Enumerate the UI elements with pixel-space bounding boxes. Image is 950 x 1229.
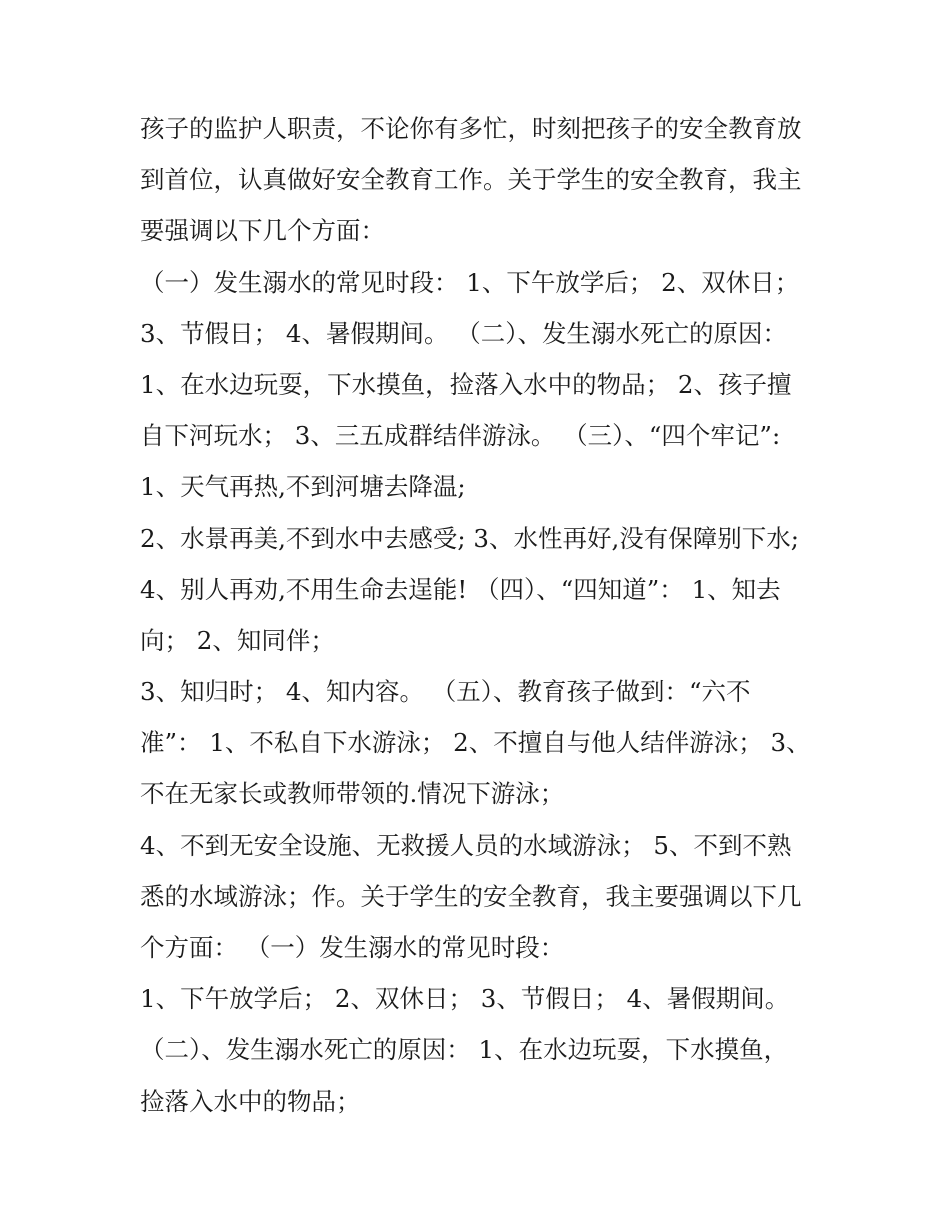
text-line: 4、别人再劝,不用生命去逞能! （四）、“四知道”： 1、知去 xyxy=(140,574,781,604)
text-line: 到首位，认真做好安全教育工作。关于学生的安全教育，我主 xyxy=(140,165,802,195)
text-line: （一）发生溺水的常见时段： 1、下午放学后； 2、双休日； xyxy=(140,267,800,297)
text-line: 3、知归时； 4、知内容。 （五）、教育孩子做到：“六不 xyxy=(140,677,751,707)
text-line: （二）、发生溺水死亡的原因： 1、在水边玩耍，下水摸鱼， xyxy=(140,1035,789,1065)
text-line: 3、节假日； 4、暑假期间。 （二）、发生溺水死亡的原因： xyxy=(140,318,787,348)
text-line: 准”： 1、不私自下水游泳； 2、不擅自与他人结伴游泳； 3、 xyxy=(140,728,811,758)
text-line: 个方面： （一）发生溺水的常见时段： xyxy=(140,933,565,962)
text-line: 2、水景再美,不到水中去感受; 3、水性再好,没有保障别下水; xyxy=(140,523,800,553)
text-line: 自下河玩水； 3、三五成群结伴游泳。 （三）、“四个牢记”: xyxy=(140,421,781,451)
text-line: 1、在水边玩耍，下水摸鱼，捡落入水中的物品； 2、孩子擅 xyxy=(140,369,792,399)
text-line: 悉的水域游泳；作。关于学生的安全教育，我主要强调以下几 xyxy=(140,881,802,911)
text-line: 捡落入水中的物品； xyxy=(140,1086,361,1116)
text-line: 4、不到无安全设施、无救援人员的水域游泳； 5、不到不熟 xyxy=(140,830,792,860)
text-line: 向； 2、知同伴； xyxy=(140,625,335,655)
text-line: 1、天气再热,不到河塘去降温; xyxy=(140,472,466,502)
text-line: 要强调以下几个方面： xyxy=(140,216,385,246)
text-line: 孩子的监护人职责，不论你有多忙，时刻把孩子的安全教育放 xyxy=(140,114,802,143)
text-line: 1、下午放学后； 2、双休日； 3、节假日； 4、暑假期间。 xyxy=(140,984,790,1014)
text-line: 不在无家长或教师带领的.情况下游泳； xyxy=(140,779,565,809)
body-text xyxy=(140,103,820,1127)
